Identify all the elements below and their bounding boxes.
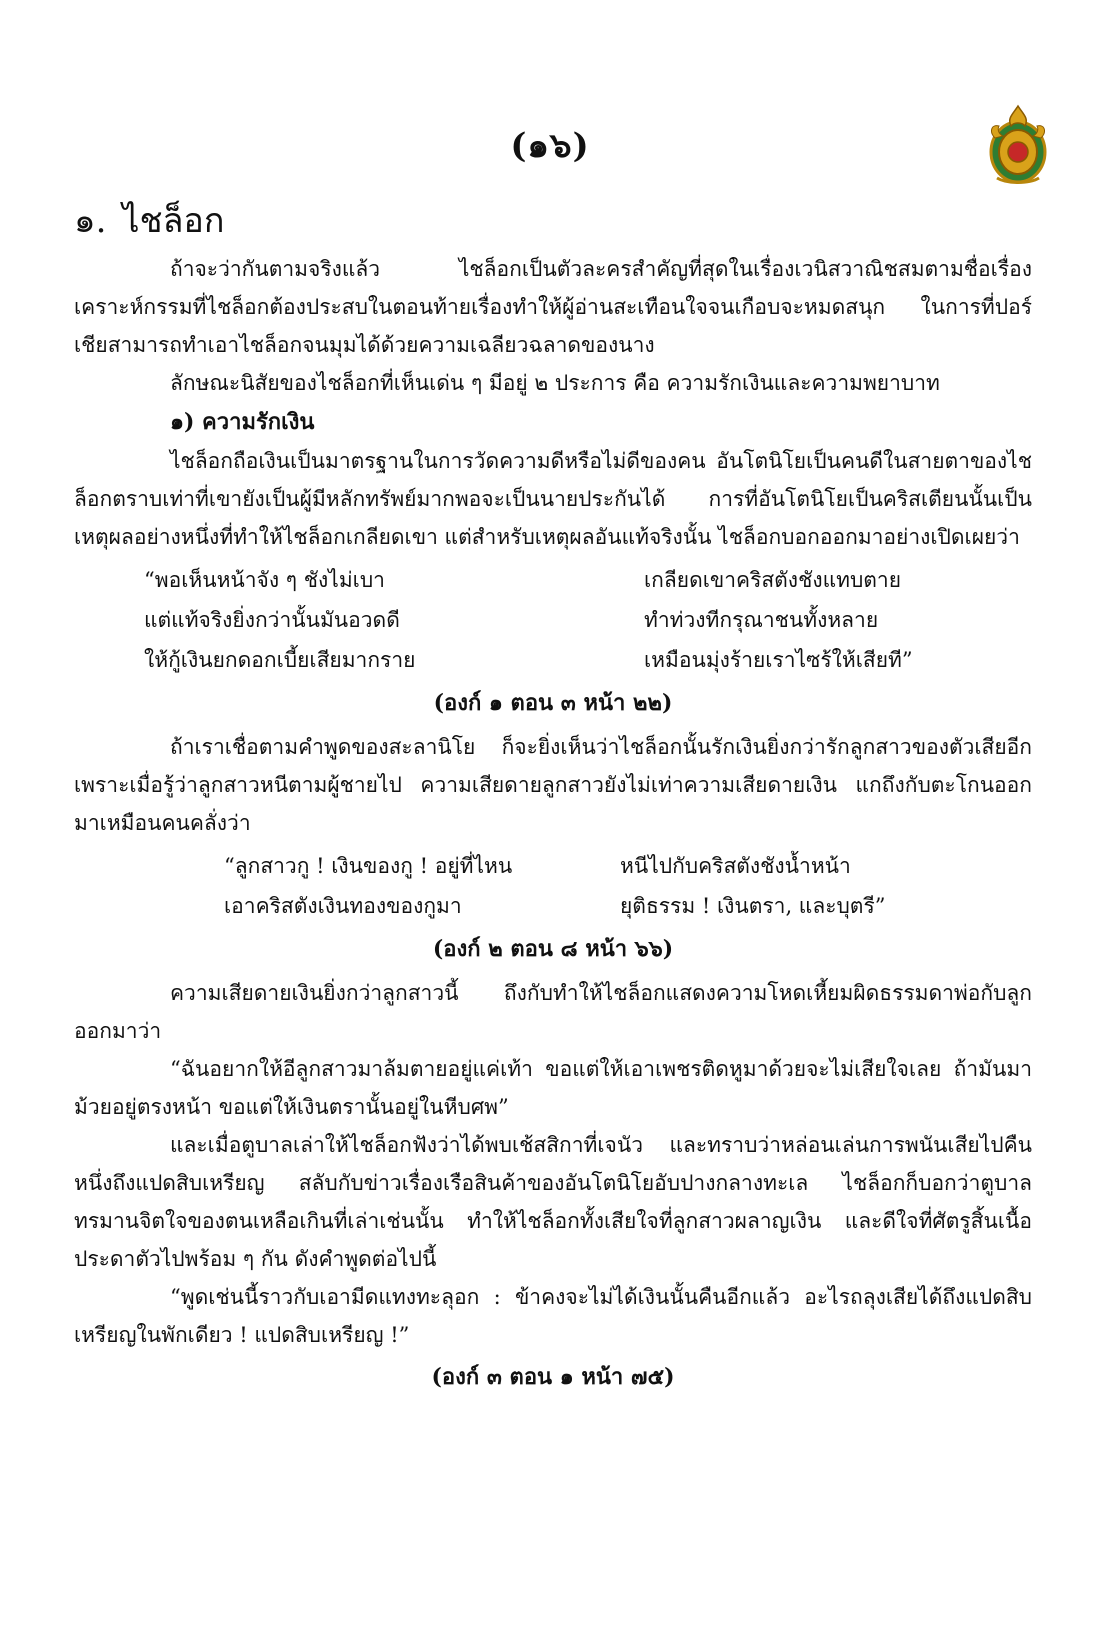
paragraph-tubal: และเมื่อตูบาลเล่าให้ไชล็อกฟังว่าได้พบเช้สสิกาที่เจนัว และทราบว่าหล่อนเล่นการพนันเสียไปคืนหนึ่งถึงแปดสิบเหรียญ สลับกับข่าวเรื่องเรือสินค้าของอันโตนิโยอับปางกลางทะเล ไชล็อกก็บอกว่าตูบาลทรมานจิตใจของตนเหลือเกินที่เล่าเช่นนั้น ทำให้ไชล็อกทั้งเสียใจที่ลูกสาวผลาญเงิน และดีใจที่ศัตรูสิ้นเนื้อประดาตัวไปพร้อม ๆ กัน ดังคำพูดต่อไปนี้ (74, 1133, 1032, 1271)
section-number: ๑. (74, 201, 107, 241)
verse-hemistich-right: เหมือนมุ่งร้ายเราไซร้ให้เสียที” (644, 648, 913, 672)
verse-hemistich-right: เกลียดเขาคริสตังชังแทบตาย (644, 568, 902, 592)
citation-1: (องก์ ๑ ตอน ๓ หน้า ๒๒) (433, 690, 673, 716)
paragraph-money-standard: ไชล็อกถือเงินเป็นมาตรฐานในการวัดความดีหรือไม่ดีของคน อันโตนิโยเป็นคนดีในสายตาของไชล็อกตราบเท่าที่เขายังเป็นผู้มีหลักทรัพย์มากพอจะเป็นนายประกันได้ การที่อันโตนิโยเป็นคริสเตียนนั้นเป็นเหตุผลอย่างหนึ่งที่ทำให้ไชล็อกเกลียดเขา แต่สำหรับเหตุผลอันแท้จริงนั้น ไชล็อกบอกออกมาอย่างเปิดเผยว่า (74, 449, 1032, 549)
subheading-love-of-money: ๑) ความรักเงิน (170, 409, 315, 435)
verse-line (74, 640, 1032, 680)
paragraph-salanio: ถ้าเราเชื่อตามคำพูดของสะลานิโย ก็จะยิ่งเห็นว่าไชล็อกนั้นรักเงินยิ่งกว่ารักลูกสาวของตัวเสียอีก เพราะเมื่อรู้ว่าลูกสาวหนีตามผู้ชายไป ความเสียดายลูกสาวยังไม่เท่าความเสียดายเงิน แกถึงกับตะโกนออกมาเหมือนคนคลั่งว่า (74, 735, 1032, 835)
emblem-seal-icon (985, 102, 1051, 186)
paragraph-cruelty: ความเสียดายเงินยิ่งกว่าลูกสาวนี้ ถึงกับทำให้ไชล็อกแสดงความโหดเหี้ยมผิดธรรมดาพ่อกับลูก ออกมาว่า (74, 981, 1032, 1043)
quote-daughter: “ฉันอยากให้อีลูกสาวมาล้มตายอยู่แค่เท้า ขอแต่ให้เอาเพชรติดหูมาด้วยจะไม่เสียใจเลย ถ้ามันมาม้วยอยู่ตรงหน้า ขอแต่ให้เงินตรานั้นอยู่ในหีบศพ” (74, 1057, 1032, 1119)
verse-line (74, 560, 1032, 600)
quote-dagger: “พูดเช่นนี้ราวกับเอามีดแทงทะลุอก : ข้าคงจะไม่ได้เงินนั้นคืนอีกแล้ว อะไรถลุงเสียได้ถึงแปดสิบเหรียญในพักเดียว ! แปดสิบเหรียญ !” (74, 1285, 1032, 1347)
verse-line (74, 886, 1032, 926)
citation-3: (องก์ ๓ ตอน ๑ หน้า ๗๕) (431, 1364, 675, 1390)
verse-block-1 (74, 560, 1032, 680)
verse-hemistich-left: แต่แท้จริงยิ่งกว่านั้นมันอวดดี (144, 608, 400, 632)
citation-2: (องก์ ๒ ตอน ๘ หน้า ๖๖) (432, 936, 674, 962)
paragraph-traits: ลักษณะนิสัยของไชล็อกที่เห็นเด่น ๆ มีอยู่ ๒ ประการ คือ ความรักเงินและความพยาบาท (170, 371, 940, 395)
verse-hemistich-left: “ลูกสาวกู ! เงินของกู ! อยู่ที่ไหน (224, 854, 513, 878)
verse-hemistich-left: เอาคริสตังเงินทองของกูมา (224, 894, 462, 918)
verse-hemistich-right: ยุติธรรม ! เงินตรา, และบุตรี” (620, 894, 886, 918)
verse-hemistich-left: ให้กู้เงินยกดอกเบี้ยเสียมากราย (144, 648, 416, 672)
verse-hemistich-left: “พอเห็นหน้าจัง ๆ ชังไม่เบา (144, 568, 385, 592)
section-title: ไชล็อก (122, 201, 225, 241)
verse-hemistich-right: ทำท่วงทีกรุณาชนทั้งหลาย (644, 608, 879, 632)
verse-line (74, 600, 1032, 640)
page-number: (๑๖) (510, 126, 590, 166)
document-content (74, 196, 1032, 1402)
verse-block-2 (74, 846, 1032, 926)
verse-line (74, 846, 1032, 886)
section-heading (74, 196, 1032, 246)
paragraph-intro: ถ้าจะว่ากันตามจริงแล้ว ไชล็อกเป็นตัวละครสำคัญที่สุดในเรื่องเวนิสวาณิชสมตามชื่อเรื่อง เคราะห์กรรมที่ไชล็อกต้องประสบในตอนท้ายเรื่องทำให้ผู้อ่านสะเทือนใจจนเกือบจะหมดสนุก ในการที่ปอร์เชียสามารถทำเอาไชล็อกจนมุมได้ด้วยความเฉลียวฉลาดของนาง (74, 257, 1032, 357)
verse-hemistich-right: หนีไปกับคริสตังชังน้ำหน้า (620, 854, 851, 878)
